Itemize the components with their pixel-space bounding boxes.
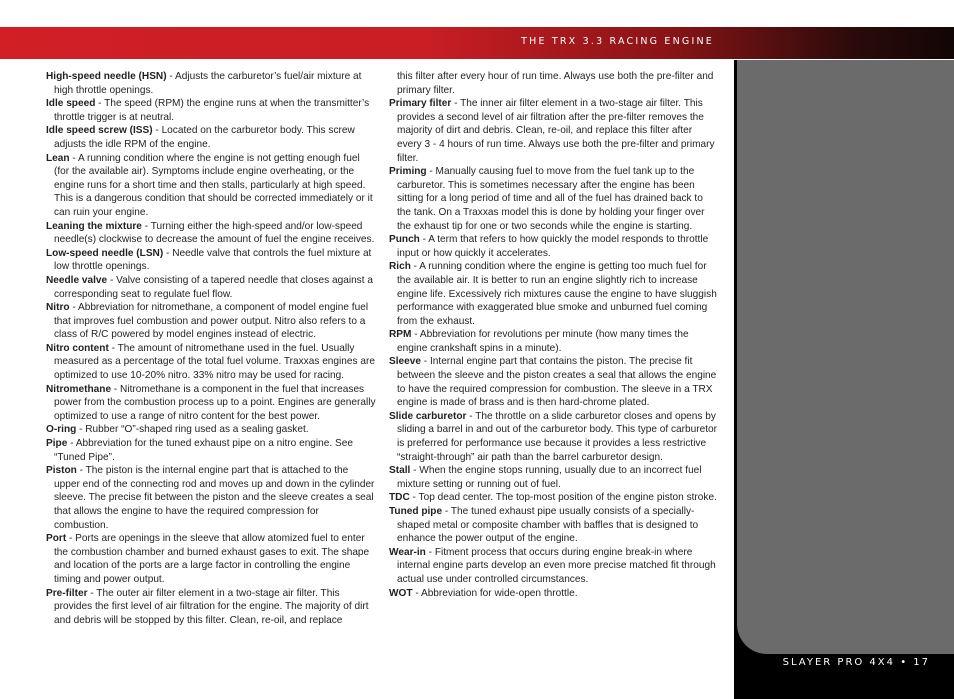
- glossary-term: Sleeve: [389, 356, 421, 368]
- glossary-definition: - The inner air filter element in a two-stage air filter. This provides a second level of air filtration after the pre-filter removes the majority of dirt and debris. Clean, re-oil, and replace this filter after every 3 - 4 hours of run time. Always use both the pre-filter and primary filter.: [397, 98, 715, 164]
- glossary-definition: - The speed (RPM) the engine runs at when the transmitter’s throttle trigger is at neutral.: [54, 98, 370, 123]
- glossary-term: Primary filter: [389, 98, 452, 110]
- glossary-entry: [389, 491, 719, 505]
- glossary-term: Nitromethane: [46, 383, 112, 395]
- glossary-definition: - The amount of nitromethane used in the fuel. Usually measured as a percentage of the total fuel volume. Traxxas engines are optimized to use 10-20% nitro. 33% nitro may be used for racing.: [54, 342, 375, 382]
- glossary-term: Tuned pipe: [389, 506, 443, 517]
- glossary-definition: - Located on the carburetor body. This screw adjusts the idle RPM of the engine.: [54, 125, 355, 150]
- glossary-entry: [46, 587, 376, 628]
- glossary-left-column: [46, 70, 376, 627]
- glossary-entry: [46, 220, 376, 247]
- glossary-term: Idle speed screw (ISS): [46, 125, 153, 137]
- glossary-definition: - A term that refers to how quickly the model responds to throttle input or how quickly it accelerates.: [397, 234, 709, 259]
- glossary-entry: [46, 274, 376, 301]
- glossary-definition: - Manually causing fuel to move from the fuel tank up to the carburetor. This is sometimes necessary after the engine has been sitting for a long period of time and all of the fuel has drained back to the tank. On a Traxxas model this is done by holding your finger over the exhaust tip for one or two seconds while the engine is starting.: [397, 166, 705, 232]
- glossary-definition: - Needle valve that controls the fuel mixture at low throttle openings.: [54, 247, 372, 273]
- glossary-definition: - Top dead center. The top-most position of the engine piston stroke.: [409, 492, 717, 504]
- glossary-entry: [46, 301, 376, 342]
- glossary-definition: - The throttle on a slide carburetor closes and opens by sliding a barrel in and out of the carburetor body. This type of carburetor is preferred for performance use because it provides a less restrictive “straight-through” air path than the barrel carburetor design.: [397, 410, 718, 463]
- glossary-entry: [389, 233, 719, 260]
- glossary-definition: - Ports are openings in the sleeve that allow atomized fuel to enter the combustion chamber and burned exhaust gases to exit. The shape and location of the ports are a large factor in controlling the engine timing and power output.: [54, 533, 370, 585]
- glossary-term: Wear-in: [389, 546, 426, 558]
- page-footer-label: SLAYER PRO 4X4 • 17: [782, 657, 930, 668]
- glossary-term: Nitro content: [46, 342, 109, 354]
- glossary-entry: [389, 328, 719, 355]
- glossary-term: Punch: [389, 234, 420, 246]
- glossary-entry: [389, 546, 719, 587]
- glossary-entry: [46, 532, 376, 586]
- glossary-definition: - Abbreviation for wide-open throttle.: [412, 587, 578, 599]
- glossary-definition: - Abbreviation for nitromethane, a component of model engine fuel that improves fuel combustion and power output. Nitro also refers to a class of R/C powered by model engines instead of electric.: [54, 302, 369, 341]
- glossary-term: Stall: [389, 465, 411, 477]
- glossary-definition: - Turning either the high-speed and/or low-speed needle(s) clockwise to decrease the amount of fuel the engine receives.: [54, 220, 375, 246]
- page-top-margin: [0, 0, 954, 27]
- glossary-entry: [389, 410, 719, 464]
- header-bar: [0, 27, 954, 59]
- glossary-entry: [46, 152, 376, 220]
- glossary-entry: [46, 464, 376, 532]
- glossary-definition: - Rubber “O”-shaped ring used as a sealing gasket.: [76, 424, 309, 436]
- glossary-entry: [46, 124, 376, 151]
- glossary-entry: [46, 437, 376, 464]
- glossary-entry: [46, 97, 376, 124]
- glossary-definition: - The outer air filter element in a two-stage air filter. This provides the first level of air filtration for the engine. The majority of dirt and debris will be stopped by this filter. Clean, re-oil, and replace: [54, 587, 369, 626]
- glossary-term: Port: [46, 533, 67, 545]
- glossary-term: Idle speed: [46, 98, 96, 110]
- glossary-term: Pre-filter: [46, 587, 88, 599]
- glossary-term: WOT: [389, 587, 413, 599]
- glossary-definition: - When the engine stops running, usually due to an incorrect fuel mixture setting or running out of fuel.: [397, 465, 702, 490]
- glossary-definition: - Fitment process that occurs during engine break-in where internal engine parts develop an even more precise matched fit through actual use under controlled circumstances.: [397, 546, 716, 585]
- glossary-entry: [46, 342, 376, 383]
- glossary-term: Needle valve: [46, 274, 108, 286]
- glossary-definition: - Adjusts the carburetor’s fuel/air mixture at high throttle openings.: [54, 71, 362, 96]
- glossary-term: Lean: [46, 152, 70, 164]
- glossary-entry: [389, 587, 719, 601]
- glossary-definition: - Internal engine part that contains the piston. The precise fit between the sleeve and the piston creates a seal that allows the engine to have the required compression for combustion. The sleeve in a TRX engine is made of brass and is then hard-chrome plated.: [397, 356, 717, 409]
- glossary-entry: [389, 464, 719, 491]
- glossary-term: RPM: [389, 329, 412, 341]
- glossary-entry: [389, 165, 719, 233]
- glossary-continuation: this filter after every hour of run time. Always use both the pre-filter and primary filter.: [397, 71, 714, 96]
- glossary-definition: - The tuned exhaust pipe usually consists of a specially-shaped metal or composite chamber with baffles that is designed to enhance the power output of the engine.: [397, 506, 699, 545]
- glossary-definition: - The piston is the internal engine part that is attached to the upper end of the connecting rod and moves up and down in the cylinder sleeve. The precise fit between the piston and the sleeve creates a seal that allows the engine to have the required compression for combustion.: [54, 465, 375, 531]
- glossary-entry: [46, 383, 376, 424]
- glossary-term: Piston: [46, 465, 77, 477]
- glossary-term: Nitro: [46, 302, 70, 314]
- glossary-definition: - Nitromethane is a component in the fuel that increases power from the combustion process up to a point. Engines are generally optimized to use a range of nitro content for the best power.: [54, 383, 376, 422]
- glossary-definition: - A running condition where the engine is not getting enough fuel (for the available air). Symptoms include engine overheating, or the engine runs for a short time and then stalls, particularly at high speed. This is a dangerous condition that should be corrected immediately or it can ruin your engine.: [54, 152, 373, 218]
- glossary-term: TDC: [389, 492, 410, 504]
- glossary-entry: [389, 355, 719, 409]
- side-panel-gray: [737, 60, 954, 654]
- glossary-entry: [389, 97, 719, 165]
- glossary-term: High-speed needle (HSN): [46, 71, 167, 82]
- section-title: THE TRX 3.3 RACING ENGINE: [521, 36, 714, 47]
- glossary-entry: [389, 505, 719, 546]
- glossary-term: Slide carburetor: [389, 410, 467, 422]
- glossary-term: Priming: [389, 166, 427, 178]
- glossary-entry: [46, 423, 376, 437]
- glossary-term: Rich: [389, 261, 411, 273]
- glossary-right-column: [389, 70, 719, 600]
- glossary-term: Low-speed needle (LSN): [46, 247, 164, 259]
- glossary-term: O-ring: [46, 424, 77, 436]
- glossary-definition: - Abbreviation for the tuned exhaust pipe on a nitro engine. See “Tuned Pipe”.: [54, 438, 353, 463]
- glossary-definition: - A running condition where the engine is getting too much fuel for the available air. It is better to run an engine slightly rich to increase engine life. Excessively rich mixtures cause the engine to have sluggish performance with exaggerated blue smoke and unburned fuel coming from the exhaust.: [397, 261, 717, 327]
- glossary-entry: [46, 70, 376, 97]
- glossary-definition: - Abbreviation for revolutions per minute (how many times the engine crankshaft spins in a minute).: [397, 329, 689, 354]
- glossary-term: Leaning the mixture: [46, 220, 142, 232]
- glossary-entry: [46, 247, 376, 274]
- glossary-entry: [389, 260, 719, 328]
- glossary-term: Pipe: [46, 438, 68, 450]
- glossary-definition: - Valve consisting of a tapered needle that closes against a corresponding seat to regulate fuel flow.: [54, 274, 373, 300]
